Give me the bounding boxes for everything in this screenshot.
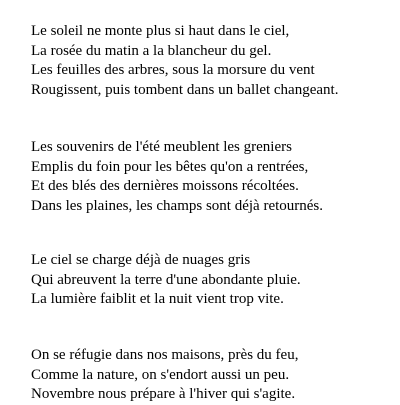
poem-line: Le soleil ne monte plus si haut dans le ciel, bbox=[31, 23, 290, 39]
poem-line: Et des blés des dernières moissons récoltées. bbox=[31, 178, 299, 194]
poem-line: Qui abreuvent la terre d'une abondante pluie. bbox=[31, 271, 301, 288]
poem-line: Les souvenirs de l'été meublent les greniers bbox=[31, 139, 292, 155]
stanza-2 bbox=[31, 138, 323, 216]
poem-line: Comme la nature, on s'endort aussi un peu. bbox=[31, 366, 290, 383]
stanza-4 bbox=[31, 346, 298, 405]
poem-line: La rosée du matin a la blancheur du gel. bbox=[31, 42, 272, 59]
poem-line: Emplis du foin pour les bêtes qu'on a rentrées, bbox=[31, 158, 309, 175]
poem-line: On se réfugie dans nos maisons, près du feu, bbox=[31, 347, 299, 363]
stanza-1 bbox=[31, 22, 338, 100]
poem-line: Rougissent, puis tombent dans un ballet changeant. bbox=[31, 81, 339, 98]
poem-line: Les feuilles des arbres, sous la morsure du vent bbox=[31, 62, 315, 78]
poem-line: La lumière faiblit et la nuit vient trop vite. bbox=[31, 291, 284, 307]
poem-line: Novembre nous prépare à l'hiver qui s'agite. bbox=[31, 386, 296, 402]
poem-line: Le ciel se charge déjà de nuages gris bbox=[31, 252, 251, 268]
stanza-3 bbox=[31, 251, 301, 310]
poem-line: Dans les plaines, les champs sont déjà retournés. bbox=[31, 197, 324, 214]
